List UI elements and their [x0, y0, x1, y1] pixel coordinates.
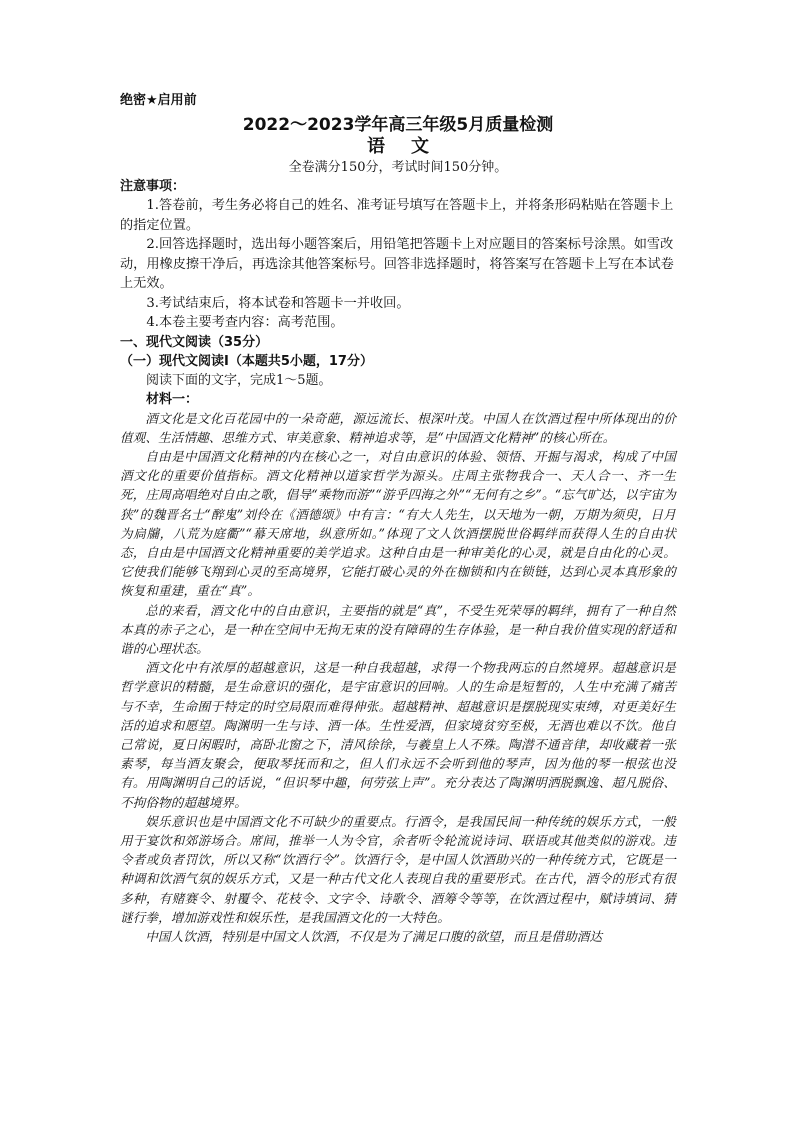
material-text — [120, 409, 676, 947]
exam-page — [120, 92, 676, 946]
section-heading: 一、现代文阅读（35分） — [120, 334, 269, 350]
paragraph: 自由是中国酒文化精神的内在核心之一，对自由意识的体验、领悟、开掘与渴求，构成了中国酒文化的重要价值指标。酒文化精神以道家哲学为源头。庄周主张物我合一、天人合一、齐一生死，庄周高唱绝对自由之歌，倡导“乘物而游”“游乎四海之外”“无何有之乡”。“忘气旷达，以宇宙为狭”的魏晋名士“醉鬼”刘伶在《酒德颂》中有言：“有大人先生，以天地为一朝，万期为须臾，日月为扃牖，八荒为庭衢”“幕天席地，纵意所如。”体现了文人饮酒摆脱世俗羁绊而获得人生的自由状态，自由是中国酒文化精神重要的美学追求。这种自由是一种审美化的心灵，就是自由化的心灵。它使我们能够飞翔到心灵的至高境界，它能打破心灵的外在枷锁和内在锁链，达到心灵本真形象的恢复和重建，重在“真”。 — [120, 448, 676, 599]
paragraph: 中国人饮酒，特别是中国文人饮酒，不仅是为了满足口腹的欲望，而且是借助酒达 — [145, 928, 603, 944]
material-label: 材料一： — [146, 391, 199, 407]
subject-title: 语文 — [367, 136, 455, 157]
note-item: 2.回答选择题时，选出每小题答案后，用铅笔把答题卡上对应题目的答案标号涂黑。如雪改动，用橡皮擦干净后，再选涂其他答案标号。回答非选择题时，将答案写在答题卡上写在本试卷上无效。 — [120, 237, 674, 291]
note-item: 1.答卷前，考生务必将自己的姓名、准考证号填写在答题卡上，并将条形码粘贴在答题卡上的指定位置。 — [120, 198, 674, 233]
paragraph: 总的来看，酒文化中的自由意识，主要指的就是“真”，不受生死荣辱的羁绊，拥有了一种自然本真的赤子之心，是一种在空间中无拘无束的没有障碍的生存体验，是一种自我价值实现的舒适和谐的心理状态。 — [120, 602, 676, 656]
reading-instruction: 阅读下面的文字，完成1～5题。 — [146, 372, 332, 388]
notes-heading: 注意事项： — [120, 179, 186, 194]
note-item: 3.考试结束后，将本试卷和答题卡一并收回。 — [146, 295, 410, 311]
paragraph: 酒文化是文化百花园中的一朵奇葩，源远流长、根深叶茂。中国人在饮酒过程中所体现出的价值观、生活情趣、思维方式、审美意象、精神追求等，是“中国酒文化精神”的核心所在。 — [120, 410, 676, 445]
exam-title: 2022～2023学年高三年级5月质量检测 — [242, 115, 554, 135]
paragraph: 酒文化中有浓厚的超越意识，这是一种自我超越，求得一个物我两忘的自然境界。超越意识是哲学意识的精髓，是生命意识的强化，是宇宙意识的回响。人的生命是短暂的，人生中充满了痛苦与不幸，生命囿于特定的时空局限而难得伸张。超越精神、超越意识是摆脱现实束缚，对更美好生活的追求和愿望。陶渊明一生与诗、酒一体。生性爱酒，但家境贫穷至极，无酒也难以不饮。他自己常说，夏日闲暇时，高卧北窗之下，清风徐徐，与羲皇上人不殊。陶潜不通音律，却收藏着一张素琴，每当酒友聚会，便取琴抚而和之，但人们永远不会听到他的琴声，因为他的琴一根弦也没有。用陶渊明自己的话说，“但识琴中趣，何劳弦上声”。充分表达了陶渊明洒脱飘逸、超凡脱俗、不拘俗物的超越境界。 — [120, 660, 676, 810]
subsection-heading: （一）现代文阅读Ⅰ（本题共5小题，17分） — [120, 353, 373, 369]
paragraph: 娱乐意识也是中国酒文化不可缺少的重要点。行酒令，是我国民间一种传统的娱乐方式，一般用于宴饮和郊游场合。席间，推举一人为令官，余者听令轮流说诗词、联语或其他类似的游戏。违令者或负者罚饮，所以又称“饮酒行令”。饮酒行令，是中国人饮酒助兴的一种传统方式，它既是一种调和饮酒气氛的娱乐方式，又是一种古代文化人表现自我的重要形式。在古代，酒令的形式有很多种，有赌赛令、射覆令、花枝令、文字令、诗歌令、酒筹令等等，在饮酒过程中，赋诗填词、猜谜行拳，增加游戏性和娱乐性，是我国酒文化的一大特色。 — [120, 813, 676, 925]
score-time-note: 全卷满分150分，考试时间150分钟。 — [288, 160, 508, 175]
confidential-label: 绝密★启用前 — [120, 93, 197, 108]
note-item: 4.本卷主要考查内容：高考范围。 — [146, 315, 344, 330]
notes-list — [120, 196, 676, 333]
